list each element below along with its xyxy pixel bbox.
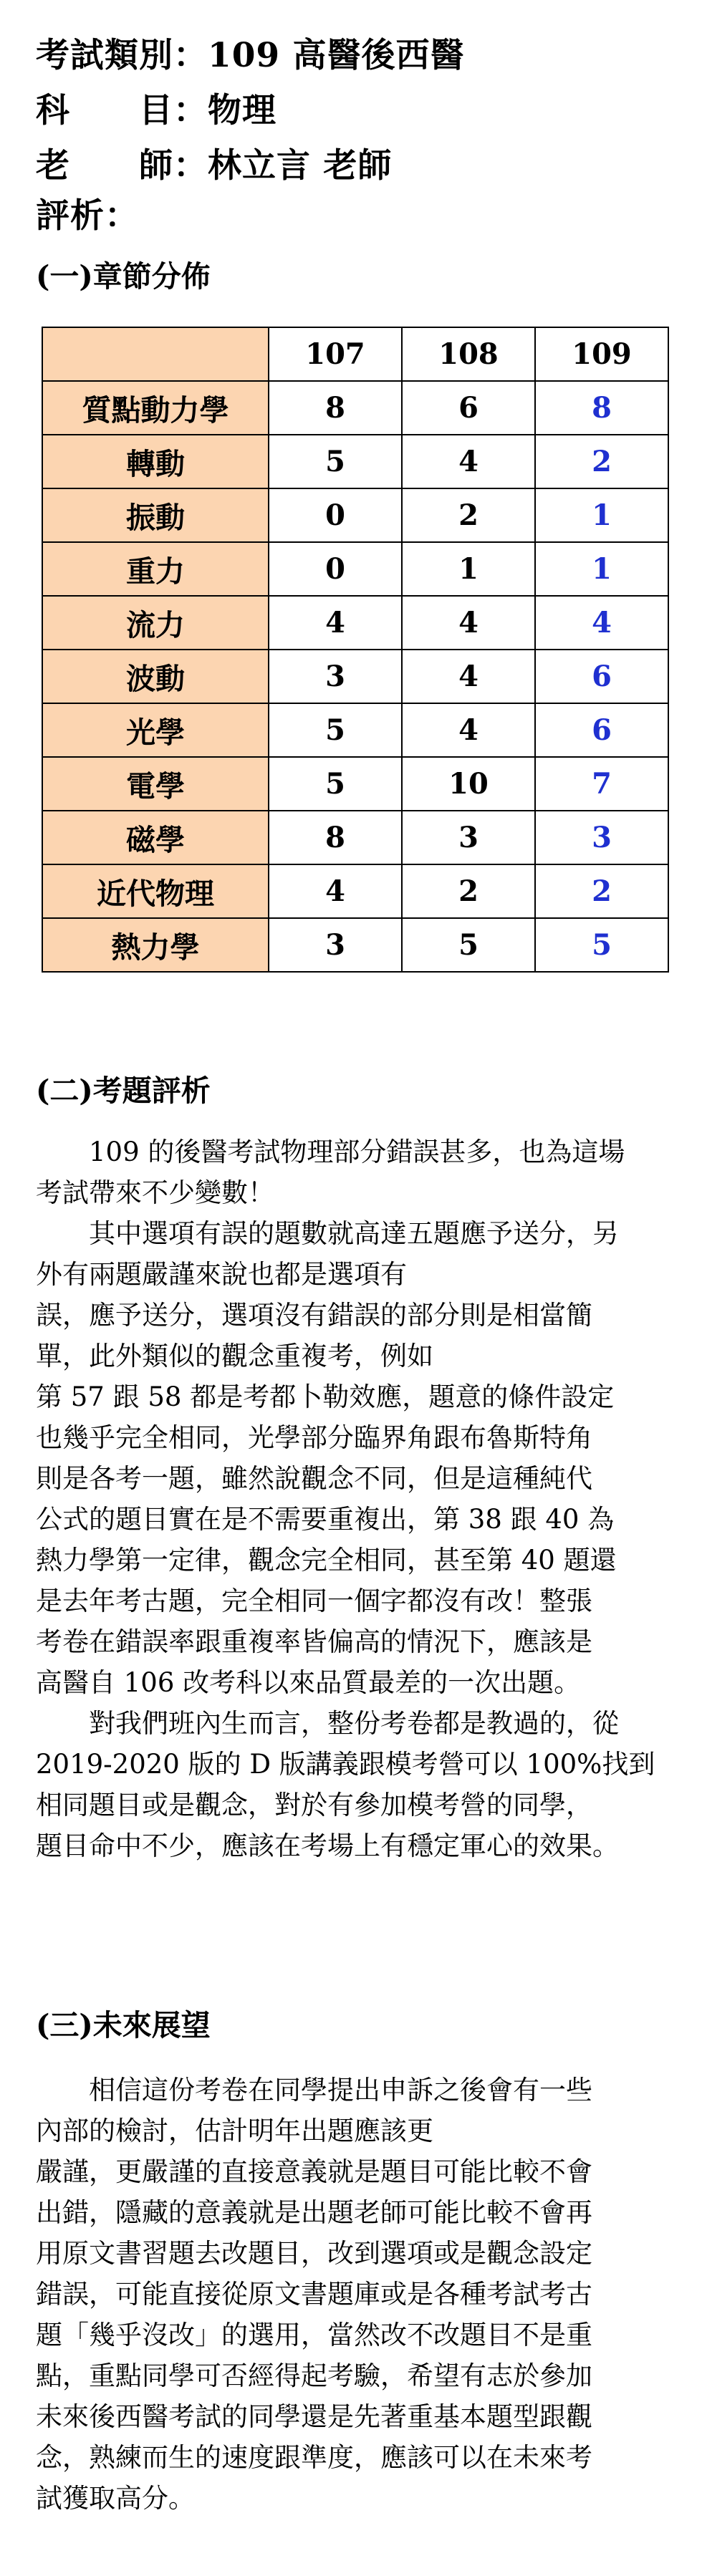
count-108: 5 [402, 918, 535, 972]
count-108: 3 [402, 811, 535, 864]
column-header-108: 108 [402, 327, 535, 381]
text-line: 未來後西醫考試的同學還是先著重基本題型跟觀 [36, 2401, 592, 2432]
count-107: 8 [269, 381, 402, 435]
text-line: 嚴謹，更嚴謹的直接意義就是題目可能比較不會 [36, 2156, 592, 2187]
text-line: 題「幾乎沒改」的選用，當然改不改題目不是重 [36, 2320, 592, 2350]
text-line: 試獲取高分。 [36, 2483, 195, 2514]
count-109: 1 [535, 488, 668, 542]
count-109: 8 [535, 381, 668, 435]
count-107: 4 [269, 864, 402, 918]
count-107: 0 [269, 488, 402, 542]
count-107: 5 [269, 757, 402, 811]
chapter-cell: 流力 [42, 596, 269, 650]
text-line: 2019-2020 版的 D 版講義跟模考營可以 100%找到 [36, 1749, 655, 1780]
text-line: 單，此外類似的觀念重複考，例如 [36, 1341, 433, 1371]
count-109: 3 [535, 811, 668, 864]
count-108: 4 [402, 596, 535, 650]
table-corner-cell [42, 327, 269, 381]
count-107: 8 [269, 811, 402, 864]
table-row [42, 596, 668, 650]
table-row [42, 488, 668, 542]
text-line: 考試帶來不少變數！ [36, 1177, 274, 1208]
table-row [42, 918, 668, 972]
count-108: 2 [402, 864, 535, 918]
text-line: 對我們班內生而言，整份考卷都是教過的，從 [36, 1708, 619, 1739]
table-row [42, 757, 668, 811]
text-line: 誤，應予送分，選項沒有錯誤的部分則是相當簡 [36, 1300, 592, 1331]
chapter-cell: 波動 [42, 650, 269, 703]
count-107: 5 [269, 435, 402, 488]
count-109: 5 [535, 918, 668, 972]
table-row [42, 435, 668, 488]
text-line: 內部的檢討，估計明年出題應該更 [36, 2116, 433, 2146]
text-line: 是去年考古題，完全相同一個字都沒有改！整張 [36, 1586, 592, 1616]
chapter-cell: 質點動力學 [42, 381, 269, 435]
section3-title: (三)未來展望 [36, 2008, 211, 2042]
text-line: 熱力學第一定律，觀念完全相同，甚至第 40 題還 [36, 1545, 617, 1576]
count-109: 6 [535, 650, 668, 703]
text-line: 相信這份考卷在同學提出申訴之後會有一些 [36, 2075, 592, 2105]
count-109: 1 [535, 542, 668, 596]
table-row [42, 864, 668, 918]
chapter-cell: 振動 [42, 488, 269, 542]
table-header-row [42, 327, 668, 381]
text-line: 用原文書習題去改題目，改到選項或是觀念設定 [36, 2238, 592, 2269]
text-line: 出錯，隱藏的意義就是出題老師可能比較不會再 [36, 2197, 592, 2228]
teacher-line: 老 師：林立言 老師 [36, 146, 393, 185]
text-line: 公式的題目實在是不需要重複出，第 38 跟 40 為 [36, 1504, 615, 1535]
text-line: 第 57 跟 58 都是考都卜勒效應，題意的條件設定 [36, 1381, 615, 1412]
count-107: 5 [269, 703, 402, 757]
text-line: 相同題目或是觀念，對於有參加模考營的同學， [36, 1790, 592, 1820]
count-108: 2 [402, 488, 535, 542]
section2-body [36, 1132, 673, 1866]
count-107: 0 [269, 542, 402, 596]
section2-title: (二)考題評析 [36, 1074, 211, 1108]
exam-category-line: 考試類別：109 高醫後西醫 [36, 36, 465, 75]
text-line: 外有兩題嚴謹來說也都是選項有 [36, 1259, 407, 1290]
column-header-109: 109 [535, 327, 668, 381]
count-107: 3 [269, 650, 402, 703]
subject-line: 科 目：物理 [36, 91, 277, 130]
analysis-label: 評析： [36, 196, 139, 236]
text-line: 點，重點同學可否經得起考驗，希望有志於參加 [36, 2360, 592, 2391]
table-row [42, 650, 668, 703]
count-108: 4 [402, 650, 535, 703]
count-108: 6 [402, 381, 535, 435]
count-109: 2 [535, 435, 668, 488]
count-109: 7 [535, 757, 668, 811]
section1-title: (一)章節分佈 [36, 259, 211, 294]
chapter-cell: 電學 [42, 757, 269, 811]
count-109: 4 [535, 596, 668, 650]
count-108: 4 [402, 703, 535, 757]
text-line: 其中選項有誤的題數就高達五題應予送分，另 [36, 1218, 619, 1249]
table-row [42, 811, 668, 864]
count-107: 4 [269, 596, 402, 650]
count-108: 4 [402, 435, 535, 488]
chapter-cell: 磁學 [42, 811, 269, 864]
chapter-cell: 重力 [42, 542, 269, 596]
table-row [42, 703, 668, 757]
text-line: 題目命中不少，應該在考場上有穩定軍心的效果。 [36, 1830, 619, 1861]
count-109: 2 [535, 864, 668, 918]
chapter-cell: 熱力學 [42, 918, 269, 972]
text-line: 則是各考一題，雖然說觀念不同，但是這種純代 [36, 1463, 592, 1494]
chapter-cell: 轉動 [42, 435, 269, 488]
text-line: 錯誤，可能直接從原文書題庫或是各種考試考古 [36, 2279, 592, 2310]
chapter-cell: 光學 [42, 703, 269, 757]
count-108: 1 [402, 542, 535, 596]
count-108: 10 [402, 757, 535, 811]
section3-body [36, 2070, 673, 2519]
text-line: 高醫自 106 改考科以來品質最差的一次出題。 [36, 1667, 581, 1698]
text-line: 考卷在錯誤率跟重複率皆偏高的情況下，應該是 [36, 1626, 592, 1657]
column-header-107: 107 [269, 327, 402, 381]
text-line: 也幾乎完全相同，光學部分臨界角跟布魯斯特角 [36, 1422, 592, 1453]
chapter-cell: 近代物理 [42, 864, 269, 918]
text-line: 念，熟練而生的速度跟準度，應該可以在未來考 [36, 2442, 592, 2473]
table-row [42, 542, 668, 596]
count-109: 6 [535, 703, 668, 757]
table-row [42, 381, 668, 435]
chapter-distribution-table [42, 327, 669, 973]
count-107: 3 [269, 918, 402, 972]
text-line: 109 的後醫考試物理部分錯誤甚多，也為這場 [36, 1137, 625, 1167]
